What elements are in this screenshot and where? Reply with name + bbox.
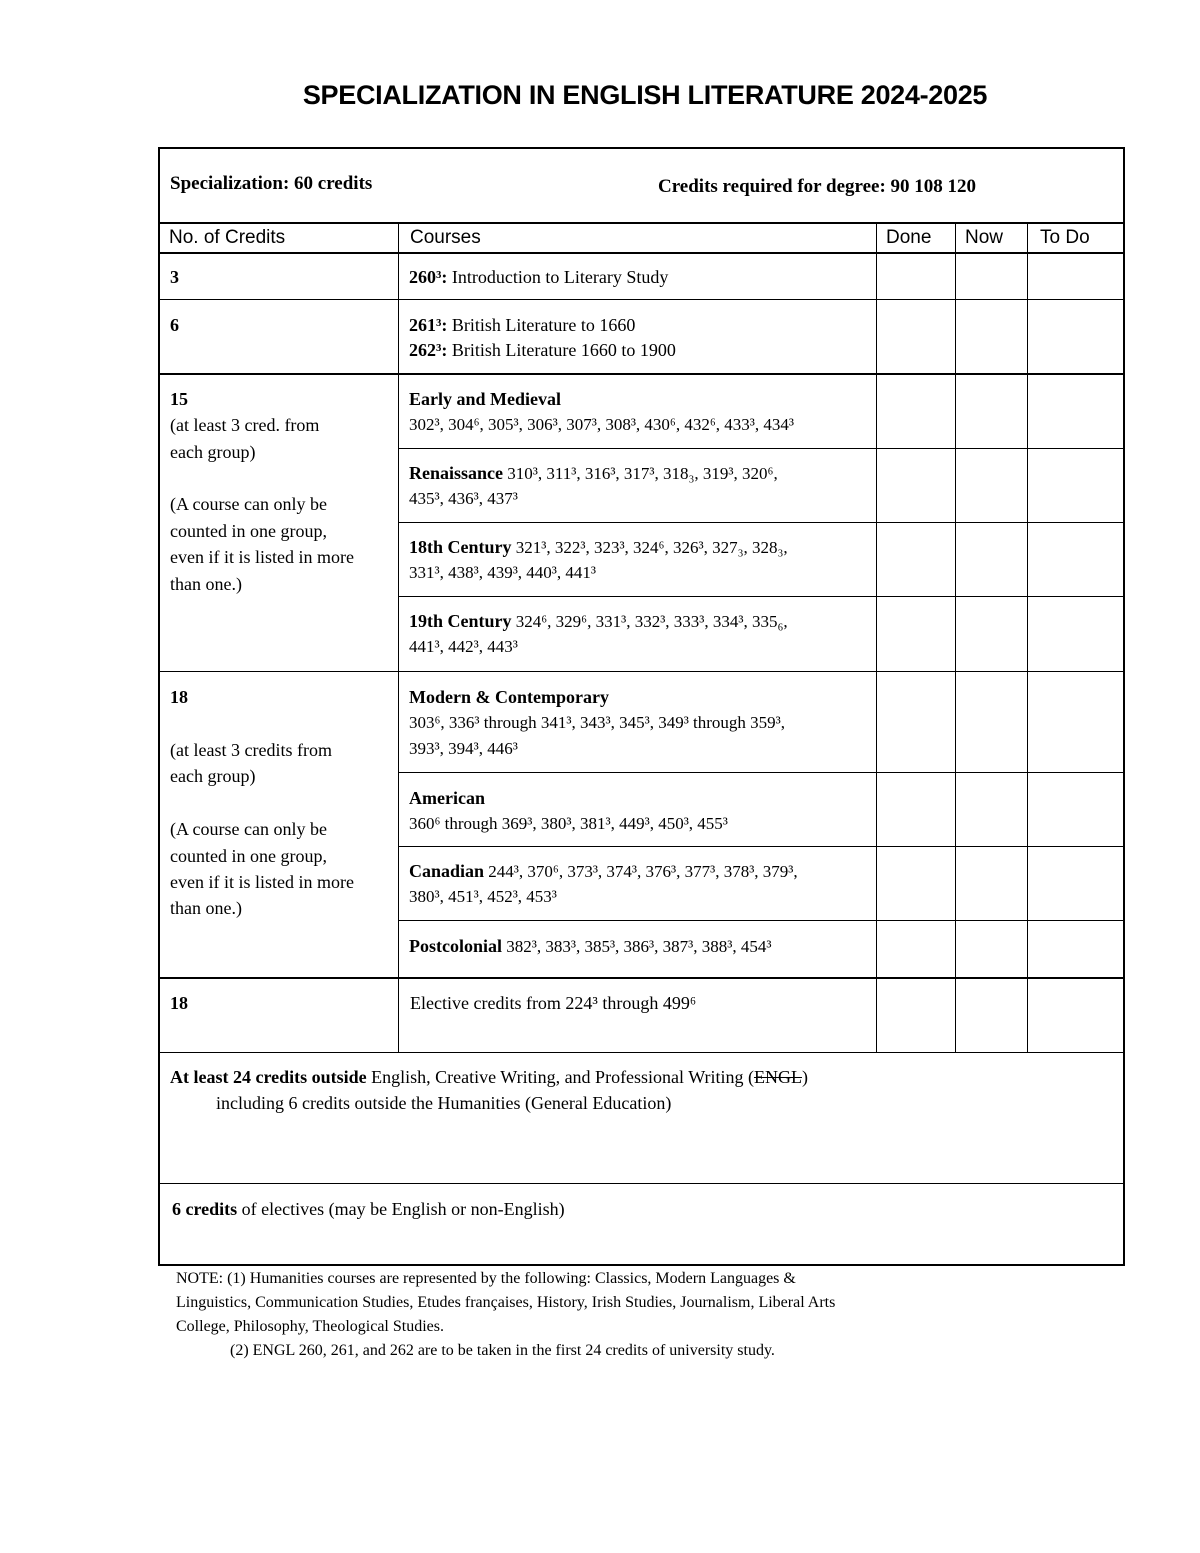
group-american: American — [409, 788, 485, 808]
group-name: Early and Medieval — [409, 389, 561, 409]
outside-credits-detail: including 6 credits outside the Humanities (General Education) — [216, 1093, 672, 1113]
group-renaissance: Renaissance 310³, 311³, 316³, 317³, 318₃, 319³, 320⁶, — [409, 463, 778, 483]
outside-credits: At least 24 credits outside English, Creative Writing, and Professional Writing (ENGL) — [170, 1067, 808, 1087]
column-header-courses: Courses — [410, 227, 481, 248]
course-code: 262³: — [409, 340, 448, 360]
group-modern-contemporary-courses-2: 393³, 394³, 446³ — [409, 739, 518, 758]
group-canadian: Canadian 244³, 370⁶, 373³, 374³, 376³, 377³, 378³, 379³, — [409, 861, 798, 881]
row2-course-1 — [409, 312, 635, 338]
group-name: 19th Century — [409, 611, 512, 631]
row5-credits: 18 — [170, 993, 188, 1013]
group-renaissance-courses: 435³, 436³, 437³ — [409, 489, 518, 508]
row2-credits: 6 — [170, 315, 179, 335]
row3-note: (A course can only be — [170, 494, 327, 514]
course-title: British Literature to 1660 — [447, 315, 636, 335]
group-canadian-courses: 380³, 451³, 452³, 453³ — [409, 887, 557, 906]
group-modern-contemporary-courses: 303⁶, 336³ through 341³, 343³, 345³, 349³ through 359³, — [409, 713, 786, 732]
group-18th-century: 18th Century 321³, 322³, 323³, 324⁶, 326³, 327₃, 328₃, — [409, 537, 788, 557]
row3-note: than one.) — [170, 574, 242, 594]
row3-note: counted in one group, — [170, 521, 327, 541]
column-header-todo: To Do — [1040, 227, 1090, 248]
elective-six-credits: 6 credits of electives (may be English or non-English) — [172, 1199, 565, 1219]
group-early-medieval-courses: 302³, 304⁶, 305³, 306³, 307³, 308³, 430⁶, 432⁶, 433³, 434³ — [409, 415, 794, 434]
group-18th-century-courses: 331³, 438³, 439³, 440³, 441³ — [409, 563, 596, 582]
row3-note: (at least 3 cred. from — [170, 415, 320, 435]
row3-note: each group) — [170, 442, 256, 462]
row4-note: counted in one group, — [170, 846, 327, 866]
group-19th-century: 19th Century 324⁶, 329⁶, 331³, 332³, 333³, 334³, 335₆, — [409, 611, 788, 631]
row4-note: (A course can only be — [170, 819, 327, 839]
row3-note: even if it is listed in more — [170, 547, 354, 567]
row1-credits: 3 — [170, 267, 179, 287]
row4-note: even if it is listed in more — [170, 872, 354, 892]
group-name: 18th Century — [409, 537, 512, 557]
group-modern-contemporary: Modern & Contemporary — [409, 687, 609, 707]
group-early-medieval — [409, 386, 561, 412]
group-19th-century-courses: 441³, 442³, 443³ — [409, 637, 518, 656]
course-code: 261³: — [409, 315, 448, 335]
column-header-done: Done — [886, 227, 932, 248]
specialization-credits: Specialization: 60 credits — [170, 173, 373, 194]
course-title: Introduction to Literary Study — [447, 267, 669, 287]
row3-credits: 15 — [170, 389, 188, 409]
row4-credits: 18 — [170, 687, 188, 707]
footnote: NOTE: (1) Humanities courses are represented by the following: Classics, Modern Languages & Linguistics, Communication Studies, Etudes françaises, History, Irish Studies, Journalism, Liberal Arts College, Philosophy, Theological Studies. (2) ENGL 260, 261, and 262 are to be taken in the first 24 credits of university study. — [176, 1270, 836, 1359]
row4-note: than one.) — [170, 898, 242, 918]
group-postcolonial: Postcolonial 382³, 383³, 385³, 386³, 387³, 388³, 454³ — [409, 936, 772, 956]
group-name: Renaissance — [409, 463, 503, 483]
row4-note: each group) — [170, 766, 256, 786]
row2-course-2 — [409, 337, 676, 363]
group-name: Canadian — [409, 861, 485, 881]
group-american-courses: 360⁶ through 369³, 380³, 381³, 449³, 450³, 455³ — [409, 814, 728, 833]
course-title: British Literature 1660 to 1900 — [447, 340, 676, 360]
credits-required: Credits required for degree: 90 108 120 — [658, 176, 977, 197]
column-header-now: Now — [965, 227, 1004, 248]
row4-note: (at least 3 credits from — [170, 740, 332, 760]
column-header-credits: No. of Credits — [169, 227, 286, 248]
course-code: 260³: — [409, 267, 448, 287]
elective-credits: Elective credits from 224³ through 499⁶ — [410, 993, 697, 1013]
page-title: SPECIALIZATION IN ENGLISH LITERATURE 2024-2025 — [302, 80, 988, 110]
group-name: Postcolonial — [409, 936, 502, 956]
row1-course — [409, 264, 668, 290]
